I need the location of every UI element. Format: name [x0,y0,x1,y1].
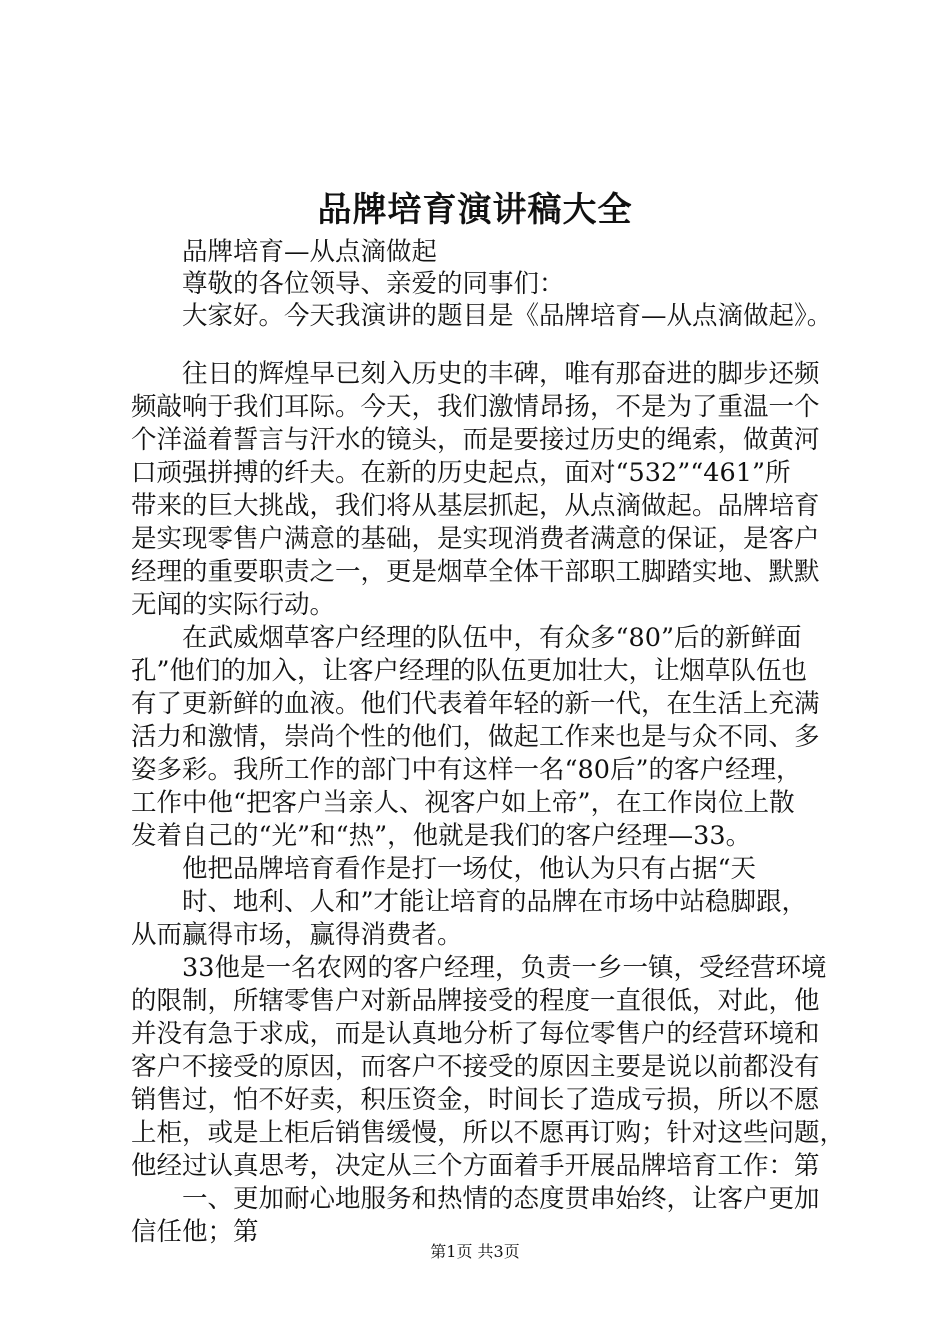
text-line: 在武威烟草客户经理的队伍中，有众多“80”后的新鲜面 [131,623,802,653]
text-line: 品牌培育—从点滴做起 [131,237,438,267]
text-line: 发着自己的“光”和“热”，他就是我们的客户经理—33。 [131,821,752,851]
text-line: 工作中他“把客户当亲人、视客户如上帝”，在工作岗位上散 [131,788,795,818]
text-line: 有了更新鲜的血液。他们代表着年轻的新一代，在生活上充满 [131,689,820,719]
text-line: 上柜，或是上柜后销售缓慢，所以不愿再订购；针对这些问题， [131,1118,846,1148]
text-line: 33他是一名农网的客户经理，负责一乡一镇，受经营环境 [131,953,827,983]
text-line: 尊敬的各位领导、亲爱的同事们： [131,269,565,299]
text-line: 他经过认真思考，决定从三个方面着手开展品牌培育工作：第 [131,1151,820,1181]
text-line: 无闻的实际行动。 [131,590,336,620]
text-line: 带来的巨大挑战，我们将从基层抓起，从点滴做起。品牌培育 [131,491,820,521]
text-line: 时、地利、人和”才能让培育的品牌在市场中站稳脚跟， [131,887,808,917]
text-line: 信任他；第 [131,1217,259,1247]
text-line: 并没有急于求成，而是认真地分析了每位零售户的经营环境和 [131,1019,820,1049]
text-line: 客户不接受的原因，而客户不接受的原因主要是说以前都没有 [131,1052,820,1082]
text-line: 活力和激情，崇尚个性的他们，做起工作来也是与众不同、多 [131,722,820,752]
text-line: 个洋溢着誓言与汗水的镜头，而是要接过历史的绳索，做黄河 [131,425,820,455]
text-line: 是实现零售户满意的基础，是实现消费者满意的保证，是客户 [131,524,820,554]
text-line: 姿多彩。我所工作的部门中有这样一名“80后”的客户经理， [131,755,802,785]
text-line: 他把品牌培育看作是打一场仗，他认为只有占据“天 [131,854,757,884]
text-line: 销售过，怕不好卖，积压资金，时间长了造成亏损，所以不愿 [131,1085,820,1115]
text-line: 一、更加耐心地服务和热情的态度贯串始终，让客户更加 [131,1184,820,1214]
text-line: 的限制，所辖零售户对新品牌接受的程度一直很低，对此，他 [131,986,820,1016]
page-footer: 第1页 共3页 [430,1242,520,1261]
document-title: 品牌培育演讲稿大全 [317,190,633,230]
text-line: 往日的辉煌早已刻入历史的丰碑，唯有那奋进的脚步还频 [131,359,820,389]
text-line: 经理的重要职责之一，更是烟草全体干部职工脚踏实地、默默 [131,557,820,587]
text-line: 口顽强拼搏的纤夫。在新的历史起点，面对“532”“461”所 [131,458,791,488]
text-line: 频敲响于我们耳际。今天，我们激情昂扬，不是为了重温一个 [131,392,820,422]
text-line: 孔”他们的加入，让客户经理的队伍更加壮大，让烟草队伍也 [131,656,808,686]
text-line: 大家好。今天我演讲的题目是《品牌培育—从点滴做起》。 [131,301,833,331]
text-line: 从而赢得市场，赢得消费者。 [131,920,463,950]
